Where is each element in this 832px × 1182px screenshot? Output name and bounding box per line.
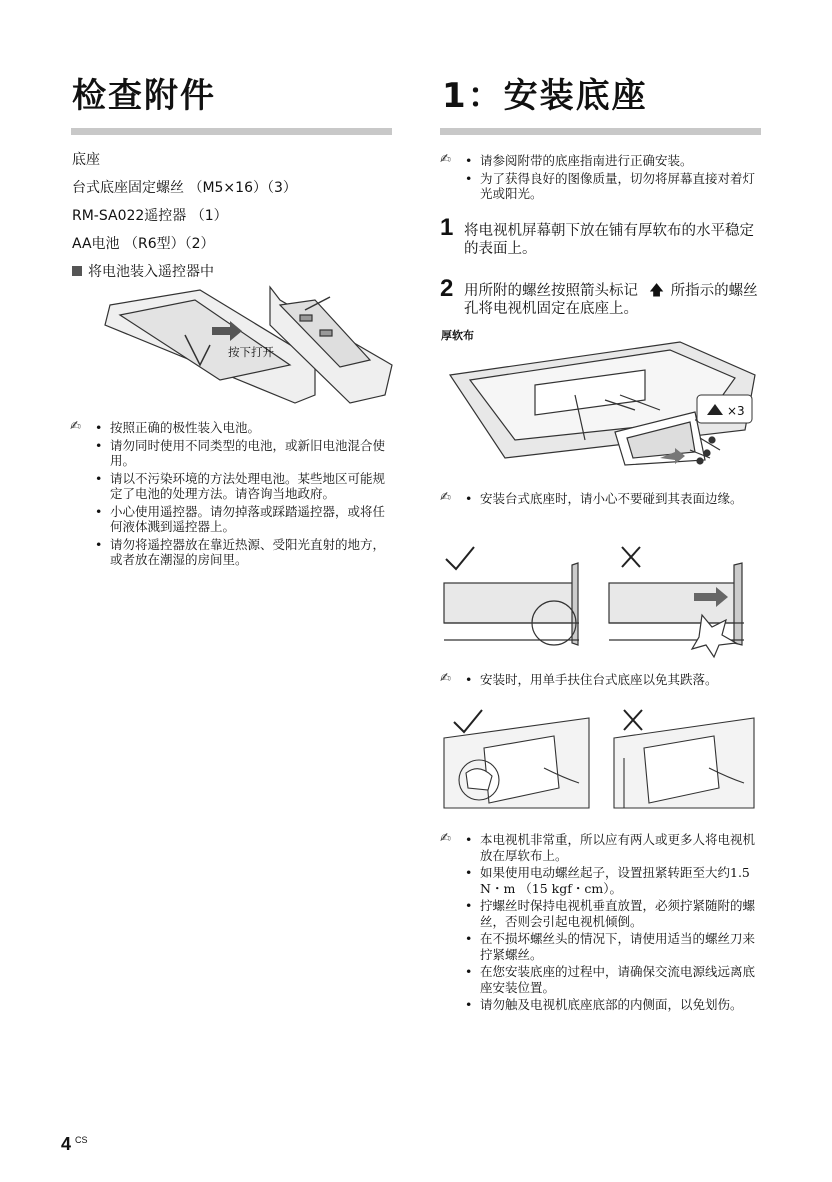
step-2-number: 2: [440, 275, 454, 302]
cross-icon: [622, 547, 640, 567]
right-title: 1：安装底座: [442, 76, 648, 116]
tv-stand-install-illustration: [445, 340, 765, 465]
accessory-item: 底座: [72, 152, 100, 168]
note-item: • 为了获得良好的图像质量，切勿将屏幕直接对着灯光或阳光。: [460, 171, 765, 202]
page-suffix: CS: [75, 1135, 88, 1145]
hold-note: [460, 672, 765, 690]
note-pencil-icon: ✍: [440, 671, 451, 686]
step-1-text: 将电视机屏幕朝下放在铺有厚软布的水平稳定的表面上。: [464, 223, 754, 257]
cross-icon: [624, 710, 642, 730]
hold-base-illustration: [444, 708, 764, 818]
note-item: • 请勿触及电视机底座底部的内侧面，以免划伤。: [460, 997, 765, 1013]
left-title: 检查附件: [72, 76, 216, 116]
soft-cloth-label: 厚软布: [441, 329, 474, 342]
check-icon: [446, 547, 474, 569]
note-pencil-icon: ✍: [440, 831, 451, 846]
note-item: • 拧螺丝时保持电视机垂直放置，必须拧紧随附的螺丝，否则会引起电视机倾倒。: [460, 898, 765, 929]
accessory-item: RM-SA022遥控器 （1）: [72, 208, 228, 224]
note-item: • 请以不污染环境的方法处理电池。某些地区可能规定了电池的处理方法。请咨询当地政府。: [90, 471, 395, 502]
edge-caution-illustration: [444, 545, 764, 660]
note-item: • 安装时，用单手扶住台式底座以免其跌落。: [460, 672, 765, 688]
accessory-item: AA电池 （R6型）（2）: [72, 236, 215, 252]
screw-count-label: ×3: [727, 404, 745, 418]
note-item: • 本电视机非常重，所以应有两人或更多人将电视机放在厚软布上。: [460, 832, 765, 863]
arrow-mark-icon: 🡅: [649, 283, 665, 299]
step-2-text: 用所附的螺丝按照箭头标记 🡅 所指示的螺丝孔将电视机固定在底座上。: [464, 283, 758, 317]
note-item: • 请勿将遥控器放在靠近热源、受阳光直射的地方，或者放在潮湿的房间里。: [90, 537, 395, 568]
note-item: • 在不损坏螺丝头的情况下，请使用适当的螺丝刀来拧紧螺丝。: [460, 931, 765, 962]
note-item: • 请勿同时使用不同类型的电池，或新旧电池混合使用。: [90, 438, 395, 469]
note-item: • 按照正确的极性装入电池。: [90, 420, 395, 436]
note-pencil-icon: ✍: [440, 490, 451, 505]
note-item: • 请参阅附带的底座指南进行正确安装。: [460, 153, 765, 169]
step-1-number: 1: [440, 214, 454, 241]
square-bullet-icon: [72, 266, 82, 276]
right-title-rule: [440, 128, 761, 135]
note-item: • 如果使用电动螺丝起子，设置扭紧转距至大约1.5 N・m （15 kgf・cm）。: [460, 865, 765, 896]
edge-note: [460, 491, 765, 509]
note-pencil-icon: ✍: [440, 152, 451, 167]
check-icon: [454, 710, 482, 732]
note-item: • 安装台式底座时，请小心不要碰到其表面边缘。: [460, 491, 765, 507]
note-pencil-icon: ✍: [70, 419, 81, 434]
left-title-rule: [71, 128, 392, 135]
accessory-list: [72, 146, 297, 258]
final-notes: [460, 832, 765, 1015]
intro-notes: [460, 153, 765, 204]
note-item: • 小心使用遥控器。请勿掉落或踩踏遥控器，或将任何液体溅到遥控器上。: [90, 504, 395, 535]
page-number: 4: [61, 1134, 72, 1154]
note-item: • 在您安装底座的过程中，请确保交流电源线远离底座安装位置。: [460, 964, 765, 995]
accessory-item: 台式底座固定螺丝 （M5×16）（3）: [72, 180, 297, 196]
press-open-label: 按下打开: [228, 345, 274, 359]
battery-subheading: 将电池装入遥控器中: [72, 261, 214, 281]
battery-notes: [90, 420, 395, 570]
